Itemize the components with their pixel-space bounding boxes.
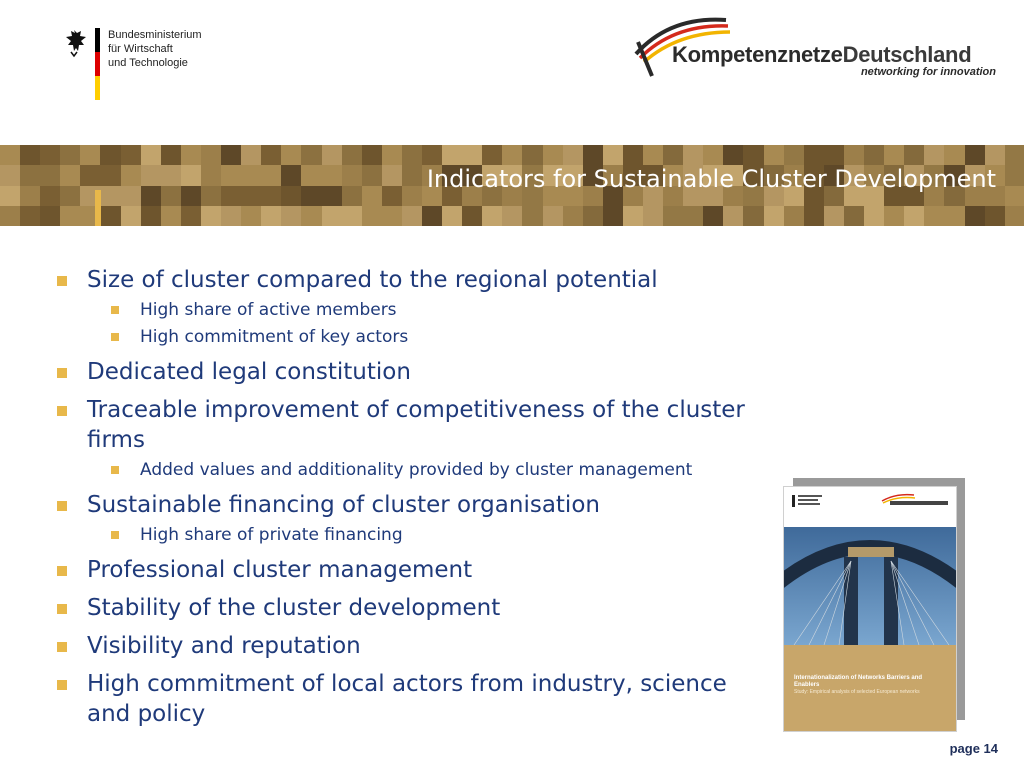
mosaic-tile [181,145,201,165]
mosaic-tile [181,206,201,226]
mosaic-tile [884,206,904,226]
mosaic-tile [402,165,422,185]
bullet-square-icon [57,680,67,690]
mosaic-tile [502,145,522,165]
mosaic-tile [1005,206,1024,226]
bullet-text: High commitment of local actors from industry, science and policy [87,671,727,727]
mosaic-tile [1005,186,1024,206]
kompetenznetze-logo [630,14,1000,84]
mosaic-tile [804,206,824,226]
mosaic-tile [100,145,120,165]
mosaic-tile [442,145,462,165]
mosaic-tile [985,206,1005,226]
logo-name-part1: Kompetenznetze [672,42,843,67]
mosaic-tile [965,206,985,226]
mosaic-tile [60,165,80,185]
mosaic-tile [322,186,342,206]
mosaic-tile [944,145,964,165]
mosaic-tile [784,206,804,226]
mosaic-tile [100,165,120,185]
bullet-item [54,357,774,387]
brochure-header [784,487,956,527]
mosaic-tile [261,186,281,206]
mosaic-tile [281,165,301,185]
bullet-text: Dedicated legal constitution [87,359,411,385]
mosaic-tile [522,206,542,226]
mosaic-tile [281,186,301,206]
mosaic-tile [60,186,80,206]
bullet-square-icon [111,333,119,341]
mosaic-tile [462,206,482,226]
mosaic-tile [844,206,864,226]
ministry-line-1: Bundesministerium [108,29,202,41]
sub-bullet-item [54,325,774,349]
mosaic-tile [141,145,161,165]
mosaic-tile [20,206,40,226]
mosaic-tile [965,145,985,165]
bullet-text: High share of active members [140,300,397,320]
mosaic-tile [301,206,321,226]
mosaic-tile [161,145,181,165]
mosaic-tile [100,186,120,206]
mosaic-tile [764,145,784,165]
mosaic-tile [221,145,241,165]
mosaic-tile [623,145,643,165]
mosaic-tile [121,145,141,165]
mosaic-tile [80,145,100,165]
mosaic-tile [643,145,663,165]
bullet-square-icon [111,531,119,539]
mosaic-tile [402,145,422,165]
mosaic-tile [743,206,763,226]
mosaic-tile [603,145,623,165]
mosaic-tile [40,206,60,226]
mosaic-tile [502,206,522,226]
mosaic-tile [442,206,462,226]
mosaic-tile [0,206,20,226]
mosaic-tile [201,145,221,165]
bullet-square-icon [57,368,67,378]
mosaic-tile [683,145,703,165]
mosaic-tile [201,186,221,206]
mosaic-tile [824,145,844,165]
mosaic-tile [141,186,161,206]
mosaic-tile [663,145,683,165]
mosaic-tile [40,186,60,206]
mosaic-tile [161,165,181,185]
mosaic-tile [482,206,502,226]
mosaic-tile [261,165,281,185]
mosaic-tile [382,165,402,185]
mosaic-tile [241,165,261,185]
mosaic-tile [543,206,563,226]
mosaic-tile [924,206,944,226]
mosaic-tile [703,145,723,165]
mosaic-tile [141,165,161,185]
title-band [0,145,1024,226]
logo-wordmark [672,42,971,68]
mosaic-tile [362,165,382,185]
bullet-item [54,490,774,520]
bullet-item [54,395,774,455]
mosaic-tile [121,206,141,226]
mosaic-tile [40,165,60,185]
mosaic-tile [301,165,321,185]
mosaic-tile [342,145,362,165]
mosaic-tile [80,165,100,185]
mosaic-tile [322,165,342,185]
mosaic-tile [100,206,120,226]
mosaic-tile [402,186,422,206]
mosaic-tile [844,145,864,165]
mosaic-tile [402,206,422,226]
mosaic-tile [743,145,763,165]
bullet-square-icon [57,642,67,652]
mosaic-tile [342,206,362,226]
brochure-title: Internationalization of Networks Barriers and Enablers [794,675,923,688]
bullet-item [54,593,774,623]
mosaic-tile [301,186,321,206]
brochure-logos-icon [784,487,956,527]
mosaic-tile [201,165,221,185]
bullet-text: High commitment of key actors [140,327,409,347]
mosaic-tile [261,145,281,165]
bullet-text: High share of private financing [140,525,403,545]
mosaic-tile [563,145,583,165]
mosaic-tile [60,206,80,226]
bridge-photo-icon [784,527,956,645]
mosaic-tile [784,145,804,165]
bullet-text: Visibility and reputation [87,633,361,659]
mosaic-tile [281,145,301,165]
mosaic-tile [221,165,241,185]
mosaic-tile [884,145,904,165]
mosaic-tile [281,206,301,226]
mosaic-tile [0,165,20,185]
mosaic-tile [362,145,382,165]
bullet-square-icon [57,406,67,416]
bullet-square-icon [57,566,67,576]
mosaic-tile [221,186,241,206]
mosaic-tile [40,145,60,165]
mosaic-tile [1005,165,1024,185]
logo-name-part2: Deutschland [842,42,972,67]
mosaic-tile [904,206,924,226]
mosaic-tile [824,206,844,226]
bullet-item [54,631,774,661]
mosaic-tile [422,206,442,226]
mosaic-tile [683,206,703,226]
mosaic-tile [322,206,342,226]
mosaic-tile [583,206,603,226]
mosaic-tile [241,206,261,226]
mosaic-tile [543,145,563,165]
bullet-item [54,669,774,729]
mosaic-tile [301,145,321,165]
ministry-name [108,28,202,70]
mosaic-tile [121,186,141,206]
bullet-square-icon [111,466,119,474]
mosaic-tile [482,145,502,165]
mosaic-tile [322,145,342,165]
mosaic-tile [0,186,20,206]
mosaic-tile [382,145,402,165]
mosaic-tile [904,145,924,165]
mosaic-tile [0,145,20,165]
sub-bullet-item [54,298,774,322]
bullet-square-icon [111,306,119,314]
bullet-list [54,265,774,729]
mosaic-tile [342,186,362,206]
mosaic-tile [1005,145,1024,165]
ministry-line-3: und Technologie [108,57,188,69]
bullet-square-icon [57,604,67,614]
mosaic-tile [663,206,683,226]
ministry-logo [60,26,260,106]
mosaic-tile [221,206,241,226]
mosaic-tile [342,165,362,185]
mosaic-tile [864,206,884,226]
ministry-line-2: für Wirtschaft [108,43,173,55]
bullet-item [54,265,774,295]
mosaic-tile [241,186,261,206]
bullet-square-icon [57,276,67,286]
logo-tagline: networking for innovation [860,66,996,78]
bullet-text: Sustainable financing of cluster organisation [87,492,600,518]
brochure-subtitle: Study: Empirical analysis of selected European networks [794,689,920,695]
mosaic-tile [583,145,603,165]
band-accent-bar [95,190,101,226]
mosaic-tile [201,206,221,226]
bullet-text: Added values and additionality provided by cluster management [140,460,693,480]
mosaic-tile [764,206,784,226]
mosaic-tile [804,145,824,165]
mosaic-tile [181,186,201,206]
mosaic-tile [924,145,944,165]
slide-title: Indicators for Sustainable Cluster Development [426,165,996,193]
mosaic-tile [643,206,663,226]
mosaic-tile [20,145,40,165]
mosaic-tile [161,186,181,206]
mosaic-tile [382,206,402,226]
page-number: page 14 [949,741,998,756]
mosaic-tile [261,206,281,226]
german-flag-bar [95,28,100,100]
mosaic-tile [603,206,623,226]
bullet-square-icon [57,501,67,511]
bullet-text: Stability of the cluster development [87,595,501,621]
mosaic-tile [422,145,442,165]
mosaic-tile [703,206,723,226]
mosaic-tile [522,145,542,165]
sub-bullet-item [54,458,774,482]
bullet-text: Professional cluster management [87,557,473,583]
bullet-text: Traceable improvement of competitiveness of the cluster firms [87,397,745,453]
mosaic-tile [462,145,482,165]
mosaic-tile [723,145,743,165]
federal-eagle-icon [60,28,88,58]
mosaic-tile [121,165,141,185]
mosaic-tile [623,206,643,226]
mosaic-tile [181,165,201,185]
sub-bullet-item [54,523,774,547]
mosaic-tile [20,186,40,206]
mosaic-tile [985,145,1005,165]
mosaic-tile [944,206,964,226]
mosaic-tile [563,206,583,226]
bullet-text: Size of cluster compared to the regional potential [87,267,658,293]
brochure-cover-image [783,486,957,732]
bullet-item [54,555,774,585]
mosaic-tile [864,145,884,165]
mosaic-tile [141,206,161,226]
mosaic-tile [241,145,261,165]
mosaic-tile [723,206,743,226]
mosaic-tile [362,206,382,226]
mosaic-tile [60,145,80,165]
mosaic-tile [362,186,382,206]
mosaic-tile [161,206,181,226]
mosaic-tile [20,165,40,185]
mosaic-tile [382,186,402,206]
